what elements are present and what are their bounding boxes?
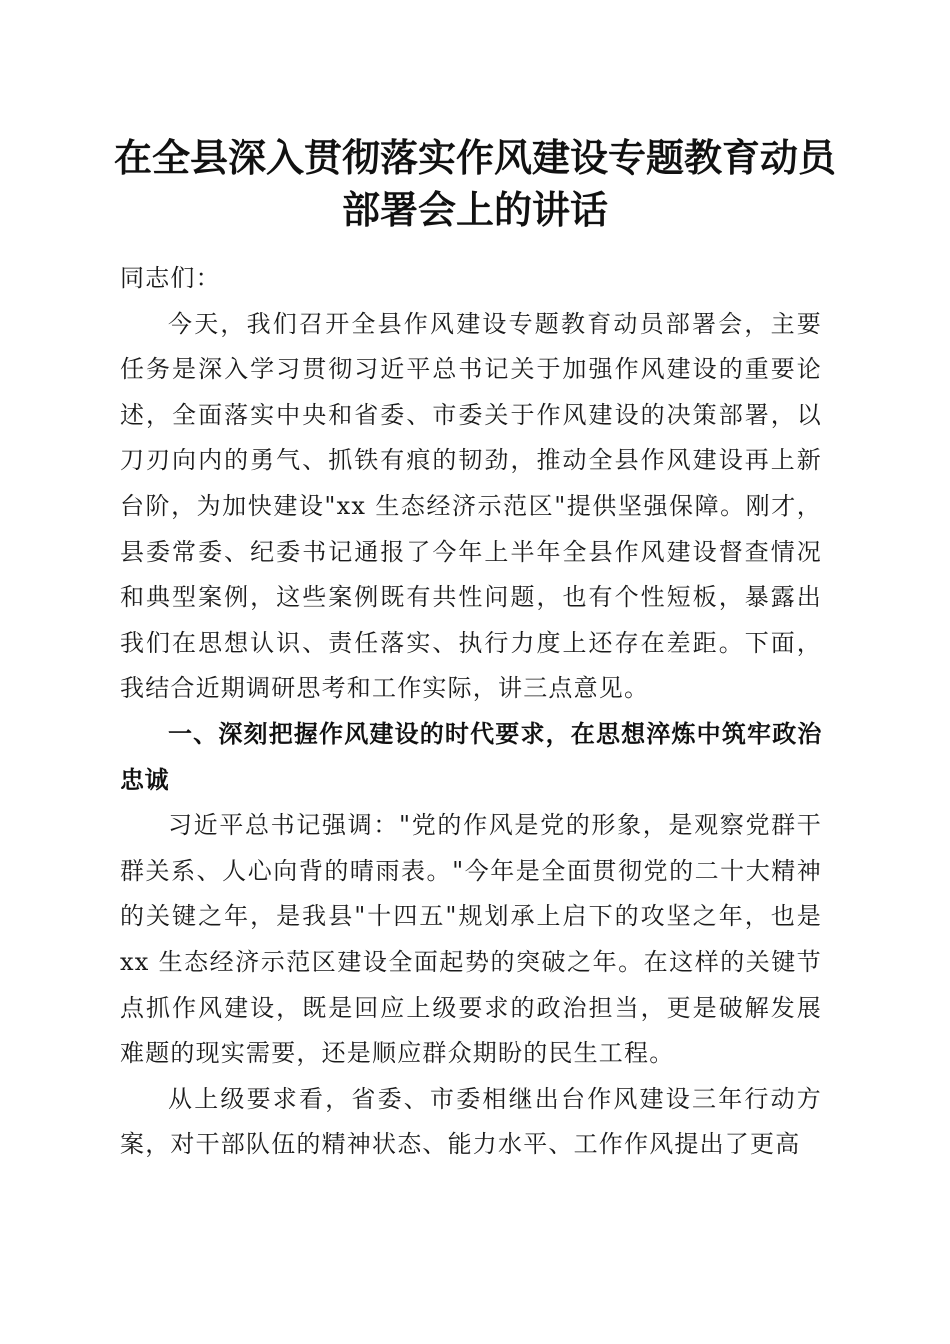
salutation: 同志们： [120, 264, 221, 292]
document-title: 在全县深入贯彻落实作风建设专题教育动员部署会上的讲话 [113, 135, 836, 232]
intro-paragraph: 今天，我们召开全县作风建设专题教育动员部署会，主要任务是深入学习贯彻习近平总书记关于加强作风建设的重要论述，全面落实中央和省委、市委关于作风建设的决策部署，以刀刃向内的勇气、抓铁有痕的韧劲，推动全县作风建设再上新台阶，为加快建设"xx 生态经济示范区"提供坚强保障。刚才，县委常委、纪委书记通报了今年上半年全县作风建设督查情况和典型案例，这些案例既有共性问题，也有个性短板，暴露出我们在思想认识、责任落实、执行力度上还存在差距。下面，我结合近期调研思考和工作实际，讲三点意见。 [120, 309, 822, 703]
document-body [120, 256, 822, 1168]
section-1-paragraph-1: 习近平总书记强调："党的作风是党的形象，是观察党群干群关系、人心向背的晴雨表。"今年是全面贯彻党的二十大精神的关键之年，是我县"十四五"规划承上启下的攻坚之年，也是xx 生态经济示范区建设全面起势的突破之年。在这样的关键节点抓作风建设，既是回应上级要求的政治担当，更是破解发展难题的现实需要，还是顺应群众期盼的民生工程。 [120, 811, 822, 1068]
section-1-paragraph-2: 从上级要求看，省委、市委相继出台作风建设三年行动方案，对干部队伍的精神状态、能力水平、工作作风提出了更高 [120, 1084, 822, 1159]
section-heading-1: 一、深刻把握作风建设的时代要求，在思想淬炼中筑牢政治忠诚 [120, 719, 822, 794]
